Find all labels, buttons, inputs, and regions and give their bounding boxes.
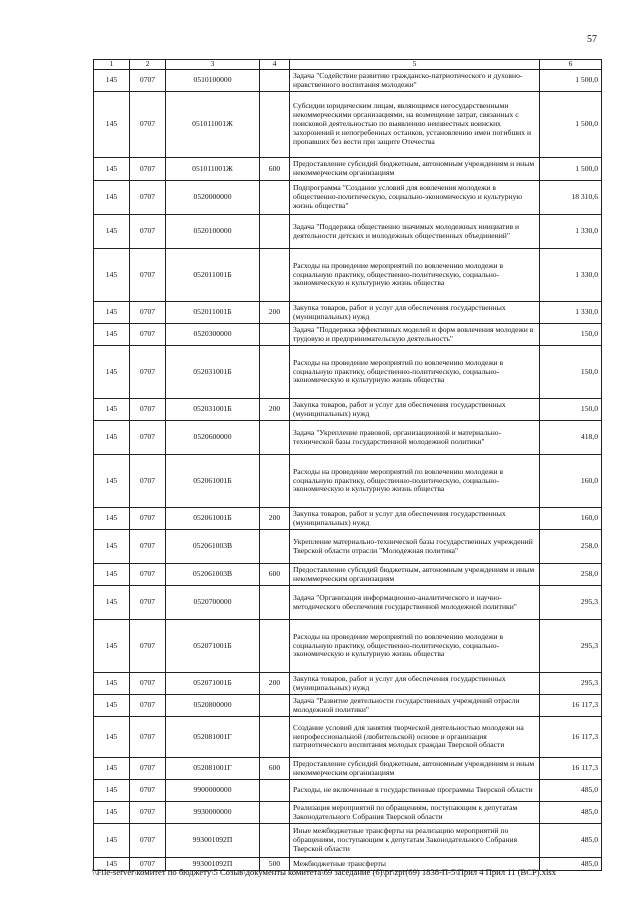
- target-article-cell: 0520800000: [166, 695, 260, 717]
- table-row: [94, 717, 602, 758]
- table-row: [94, 564, 602, 586]
- amount-cell: 295,3: [540, 586, 602, 620]
- agency-code-cell: 145: [94, 586, 130, 620]
- section-code-cell: 0707: [130, 620, 166, 673]
- section-code-cell: 0707: [130, 215, 166, 249]
- table-row: [94, 508, 602, 530]
- target-article-cell: 0520700000: [166, 586, 260, 620]
- description-cell: Закупка товаров, работ и услуг для обеспечения государственных (муниципальных) нужд: [290, 399, 540, 421]
- agency-code-cell: 145: [94, 717, 130, 758]
- section-code-cell: 0707: [130, 421, 166, 455]
- amount-cell: 485,0: [540, 824, 602, 858]
- amount-cell: 150,0: [540, 324, 602, 346]
- description-cell: Закупка товаров, работ и услуг для обеспечения государственных (муниципальных) нужд: [290, 673, 540, 695]
- header-col-3: 3: [166, 60, 260, 70]
- section-code-cell: 0707: [130, 70, 166, 92]
- table-body: [94, 70, 602, 871]
- agency-code-cell: 145: [94, 302, 130, 324]
- table-row: [94, 695, 602, 717]
- target-article-cell: 051011001Ж: [166, 92, 260, 158]
- description-cell: Расходы на проведение мероприятий по вовлечению молодежи в социальную практику, общественно-политическую, социально-экономическую и культурную жизнь общества: [290, 620, 540, 673]
- table-row: [94, 302, 602, 324]
- target-article-cell: 052081001Г: [166, 717, 260, 758]
- description-cell: Закупка товаров, работ и услуг для обеспечения государственных (муниципальных) нужд: [290, 508, 540, 530]
- target-article-cell: 9900000000: [166, 780, 260, 802]
- section-code-cell: 0707: [130, 695, 166, 717]
- table-row: [94, 758, 602, 780]
- section-code-cell: 0707: [130, 346, 166, 399]
- amount-cell: 16 117,3: [540, 758, 602, 780]
- description-cell: Расходы на проведение мероприятий по вовлечению молодежи в социальную практику, общественно-политическую, социально-экономическую и культурную жизнь общества: [290, 249, 540, 302]
- expense-type-cell: 200: [260, 302, 290, 324]
- target-article-cell: 0520000000: [166, 181, 260, 215]
- section-code-cell: 0707: [130, 181, 166, 215]
- section-code-cell: 0707: [130, 824, 166, 858]
- file-path-footer: \\File-server\комитет по бюджету\5 Созыв\документы комитета\69 заседание (6)\pr\zpr(69) 1838-П-5\Прил 4 Прил 11 (ВСР).xlsx: [92, 867, 557, 877]
- section-code-cell: 0707: [130, 508, 166, 530]
- expense-type-cell: [260, 70, 290, 92]
- agency-code-cell: 145: [94, 780, 130, 802]
- agency-code-cell: 145: [94, 620, 130, 673]
- amount-cell: 1 500,0: [540, 70, 602, 92]
- amount-cell: 485,0: [540, 858, 602, 871]
- target-article-cell: 052061001Б: [166, 508, 260, 530]
- target-article-cell: 993001092П: [166, 858, 260, 871]
- table-header-row: [94, 60, 602, 70]
- amount-cell: 485,0: [540, 802, 602, 824]
- description-cell: Задача "Поддержка общественно значимых молодежных инициатив и деятельности детских и молодежных общественных объединений": [290, 215, 540, 249]
- table-row: [94, 158, 602, 181]
- target-article-cell: 0510100000: [166, 70, 260, 92]
- description-cell: Задача "Поддержка эффективных моделей и форм вовлечения молодежи в трудовую и предпринимательскую деятельность": [290, 324, 540, 346]
- amount-cell: 160,0: [540, 455, 602, 508]
- amount-cell: 1 330,0: [540, 302, 602, 324]
- agency-code-cell: 145: [94, 858, 130, 871]
- expense-type-cell: [260, 249, 290, 302]
- expense-type-cell: [260, 780, 290, 802]
- description-cell: Реализация мероприятий по обращениям, поступающим к депутатам Законодательного Собрания Тверской области: [290, 802, 540, 824]
- expense-type-cell: 600: [260, 564, 290, 586]
- amount-cell: 160,0: [540, 508, 602, 530]
- agency-code-cell: 145: [94, 181, 130, 215]
- amount-cell: 150,0: [540, 399, 602, 421]
- header-col-6: 6: [540, 60, 602, 70]
- amount-cell: 1 500,0: [540, 158, 602, 181]
- expense-type-cell: 200: [260, 673, 290, 695]
- expense-type-cell: [260, 824, 290, 858]
- agency-code-cell: 145: [94, 455, 130, 508]
- amount-cell: 1 500,0: [540, 92, 602, 158]
- expense-type-cell: [260, 530, 290, 564]
- description-cell: Создание условий для занятия творческой деятельностью молодежи на непрофессиональной (любительской) основе и организация патриотического воспитания молодых граждан Тверской области: [290, 717, 540, 758]
- section-code-cell: 0707: [130, 302, 166, 324]
- amount-cell: 295,3: [540, 673, 602, 695]
- description-cell: Иные межбюджетные трансферты на реализацию мероприятий по обращениям, поступающим к депутатам Законодательного Собрания Тверской области: [290, 824, 540, 858]
- target-article-cell: 052061001Б: [166, 455, 260, 508]
- section-code-cell: 0707: [130, 455, 166, 508]
- expense-type-cell: [260, 346, 290, 399]
- agency-code-cell: 145: [94, 249, 130, 302]
- agency-code-cell: 145: [94, 758, 130, 780]
- section-code-cell: 0707: [130, 673, 166, 695]
- description-cell: Предоставление субсидий бюджетным, автономным учреждениям и иным некоммерческим организациям: [290, 564, 540, 586]
- description-cell: Предоставление субсидий бюджетным, автономным учреждениям и иным некоммерческим организациям: [290, 758, 540, 780]
- expense-type-cell: 200: [260, 508, 290, 530]
- table-row: [94, 530, 602, 564]
- header-col-1: 1: [94, 60, 130, 70]
- expense-type-cell: [260, 324, 290, 346]
- budget-table: [93, 59, 602, 871]
- agency-code-cell: 145: [94, 158, 130, 181]
- expense-type-cell: [260, 421, 290, 455]
- page-number: 57: [587, 34, 597, 45]
- target-article-cell: 9930000000: [166, 802, 260, 824]
- section-code-cell: 0707: [130, 324, 166, 346]
- expense-type-cell: [260, 695, 290, 717]
- agency-code-cell: 145: [94, 508, 130, 530]
- section-code-cell: 0707: [130, 802, 166, 824]
- table-row: [94, 421, 602, 455]
- section-code-cell: 0707: [130, 249, 166, 302]
- section-code-cell: 0707: [130, 717, 166, 758]
- target-article-cell: 052071001Б: [166, 673, 260, 695]
- amount-cell: 485,0: [540, 780, 602, 802]
- agency-code-cell: 145: [94, 695, 130, 717]
- description-cell: Расходы на проведение мероприятий по вовлечению молодежи в социальную практику, общественно-политическую, социально-экономическую и культурную жизнь общества: [290, 455, 540, 508]
- section-code-cell: 0707: [130, 758, 166, 780]
- agency-code-cell: 145: [94, 802, 130, 824]
- agency-code-cell: 145: [94, 564, 130, 586]
- target-article-cell: 051011001Ж: [166, 158, 260, 181]
- section-code-cell: 0707: [130, 564, 166, 586]
- agency-code-cell: 145: [94, 673, 130, 695]
- target-article-cell: 993001092П: [166, 824, 260, 858]
- agency-code-cell: 145: [94, 824, 130, 858]
- description-cell: Предоставление субсидий бюджетным, автономным учреждениям и иным некоммерческим организациям: [290, 158, 540, 181]
- expense-type-cell: [260, 802, 290, 824]
- target-article-cell: 052081001Г: [166, 758, 260, 780]
- target-article-cell: 052011001Б: [166, 302, 260, 324]
- header-col-2: 2: [130, 60, 166, 70]
- target-article-cell: 052031001Б: [166, 399, 260, 421]
- expense-type-cell: 600: [260, 158, 290, 181]
- header-col-4: 4: [260, 60, 290, 70]
- table-row: [94, 70, 602, 92]
- section-code-cell: 0707: [130, 780, 166, 802]
- description-cell: Расходы на проведение мероприятий по вовлечению молодежи в социальную практику, общественно-политическую, социально-экономическую и культурную жизнь общества: [290, 346, 540, 399]
- header-col-5: 5: [290, 60, 540, 70]
- amount-cell: 258,0: [540, 530, 602, 564]
- section-code-cell: 0707: [130, 858, 166, 871]
- description-cell: Закупка товаров, работ и услуг для обеспечения государственных (муниципальных) нужд: [290, 302, 540, 324]
- table-row: [94, 780, 602, 802]
- expense-type-cell: [260, 215, 290, 249]
- table-row: [94, 455, 602, 508]
- expense-type-cell: [260, 181, 290, 215]
- target-article-cell: 052011001Б: [166, 249, 260, 302]
- table-row: [94, 399, 602, 421]
- table-row: [94, 324, 602, 346]
- table-row: [94, 249, 602, 302]
- expense-type-cell: [260, 717, 290, 758]
- section-code-cell: 0707: [130, 399, 166, 421]
- table-row: [94, 181, 602, 215]
- agency-code-cell: 145: [94, 346, 130, 399]
- expense-type-cell: [260, 92, 290, 158]
- table-row: [94, 215, 602, 249]
- agency-code-cell: 145: [94, 324, 130, 346]
- amount-cell: 295,3: [540, 620, 602, 673]
- table-row: [94, 673, 602, 695]
- target-article-cell: 0520600000: [166, 421, 260, 455]
- target-article-cell: 052031001Б: [166, 346, 260, 399]
- expense-type-cell: 600: [260, 758, 290, 780]
- expense-type-cell: [260, 455, 290, 508]
- target-article-cell: 052061003В: [166, 564, 260, 586]
- description-cell: Задача "Укрепление правовой, организационной и материально-технической базы государственной молодежной политики": [290, 421, 540, 455]
- description-cell: Укрепление материально-технической базы государственных учреждений Тверской области отрасли "Молодежная политика": [290, 530, 540, 564]
- section-code-cell: 0707: [130, 158, 166, 181]
- amount-cell: 418,0: [540, 421, 602, 455]
- amount-cell: 1 330,0: [540, 249, 602, 302]
- target-article-cell: 0520100000: [166, 215, 260, 249]
- agency-code-cell: 145: [94, 215, 130, 249]
- description-cell: Субсидии юридическим лицам, являющимся негосударственными некоммерческими организациями, на возмещение затрат, связанных с поисковой деятельностью по выявлению неизвестных воинских захоронений и непогребенных останков, установлению имен погибших и пропавших без вести при защите Отечества: [290, 92, 540, 158]
- description-cell: Подпрограмма "Создание условий для вовлечения молодежи в общественно-политическую, социально-экономическую и культурную жизнь общества": [290, 181, 540, 215]
- description-cell: Задача "Организация информационно-аналитического и научно-методического обеспечения государственной молодежной политики": [290, 586, 540, 620]
- table-row: [94, 620, 602, 673]
- expense-type-cell: [260, 620, 290, 673]
- description-cell: Межбюджетные трансферты: [290, 858, 540, 871]
- amount-cell: 258,0: [540, 564, 602, 586]
- amount-cell: 16 117,3: [540, 695, 602, 717]
- expense-type-cell: 200: [260, 399, 290, 421]
- description-cell: Задача "Содействие развитию гражданско-патриотического и духовно-нравственного воспитания молодежи": [290, 70, 540, 92]
- agency-code-cell: 145: [94, 70, 130, 92]
- amount-cell: 150,0: [540, 346, 602, 399]
- section-code-cell: 0707: [130, 586, 166, 620]
- section-code-cell: 0707: [130, 530, 166, 564]
- amount-cell: 18 310,6: [540, 181, 602, 215]
- target-article-cell: 0520300000: [166, 324, 260, 346]
- amount-cell: 16 117,3: [540, 717, 602, 758]
- section-code-cell: 0707: [130, 92, 166, 158]
- table-row: [94, 824, 602, 858]
- target-article-cell: 052071001Б: [166, 620, 260, 673]
- agency-code-cell: 145: [94, 92, 130, 158]
- description-cell: Расходы, не включенные в государственные программы Тверской области: [290, 780, 540, 802]
- agency-code-cell: 145: [94, 399, 130, 421]
- table-row: [94, 346, 602, 399]
- table-row: [94, 586, 602, 620]
- expense-type-cell: [260, 586, 290, 620]
- amount-cell: 1 330,0: [540, 215, 602, 249]
- target-article-cell: 052061003В: [166, 530, 260, 564]
- agency-code-cell: 145: [94, 421, 130, 455]
- table-row: [94, 92, 602, 158]
- expense-type-cell: 500: [260, 858, 290, 871]
- description-cell: Задача "Развитие деятельности государственных учреждений отрасли молодежной политики": [290, 695, 540, 717]
- table-row: [94, 802, 602, 824]
- agency-code-cell: 145: [94, 530, 130, 564]
